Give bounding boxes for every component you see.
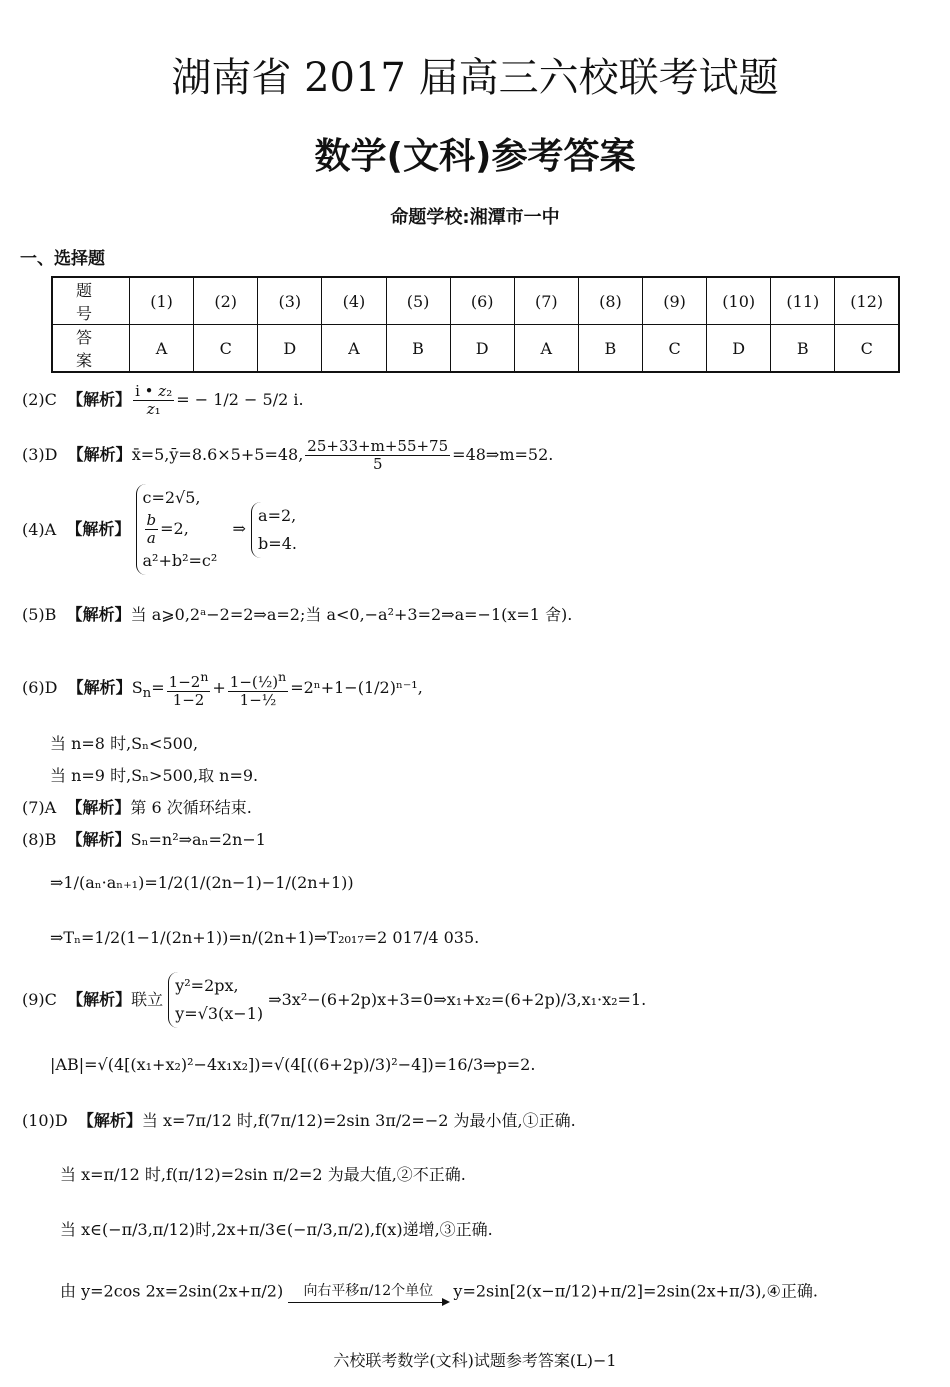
analysis-tag: 【解析】 — [67, 678, 132, 697]
q8-step-2: ⇒1/(aₙ·aₙ₊₁)=1/2(1/(2n−1)−1/(2n+1)) — [50, 873, 354, 892]
answer-row — [52, 325, 899, 373]
question-number: (5) — [386, 277, 450, 325]
system-line: b=4. — [258, 533, 297, 553]
equation: 当 a⩾0,2ᵃ−2=2⇒a=2;当 a<0,−a²+3=2⇒a=−1(x=1 舍). — [130, 605, 573, 624]
equation: =48⇒m=52. — [452, 445, 554, 464]
analysis-tag: 【解析】 — [66, 830, 131, 849]
question-label: (8)B — [22, 830, 57, 849]
analysis-tag: 【解析】 — [77, 1111, 142, 1130]
question-number: (1) — [130, 277, 194, 325]
answer-cell: A — [514, 325, 578, 373]
analysis-tag: 【解析】 — [67, 445, 132, 464]
question-number: (11) — [771, 277, 835, 325]
fraction: $\frac{b}{a}$ — [146, 511, 157, 547]
transform-arrow — [288, 1280, 448, 1303]
analysis-tag: 【解析】 — [66, 519, 131, 539]
solution-q7 — [22, 797, 252, 819]
solution-q5 — [22, 604, 572, 626]
question-label: (5)B — [22, 605, 57, 624]
equation-system — [136, 484, 218, 575]
equation: 联立 — [131, 990, 164, 1009]
q10-step-3: 当 x∈(−π/3,π/12)时,2x+π/3∈(−π/3,π/2),f(x)递增,③正确. — [60, 1220, 493, 1239]
fraction: $\frac{25+33+m+55+75}{5}$ — [307, 437, 449, 473]
answer-cell: A — [322, 325, 386, 373]
answer-cell: B — [578, 325, 642, 373]
question-number: (12) — [835, 277, 899, 325]
analysis-tag: 【解析】 — [67, 390, 132, 409]
equation: ⇒3x²−(6+2p)x+3=0⇒x₁+x₂=(6+2p)/3,x₁·x₂=1. — [268, 990, 647, 1009]
q9-step-2: |AB|=√(4[(x₁+x₂)²−4x₁x₂])=√(4[((6+2p)/3)²−4])=16/3⇒p=2. — [50, 1055, 536, 1074]
answer-cell: C — [194, 325, 258, 373]
equation: = − 1/2 − 5/2 i. — [176, 390, 304, 409]
solution-system — [251, 502, 297, 558]
question-number: (10) — [707, 277, 771, 325]
fraction: $\frac{\text{i • z₂}}{\text{z₁}}$ — [135, 382, 173, 418]
document-subtitle: 数学(文科)参考答案 — [314, 136, 636, 177]
row-label: 题 号 — [52, 277, 130, 325]
answer-cell: D — [258, 325, 322, 373]
question-number: (9) — [643, 277, 707, 325]
q8-step-3: ⇒Tₙ=1/2(1−1/(2n+1))=n/(2n+1)⇒T₂₀₁₇=2 017/4 035. — [50, 928, 480, 947]
page-footer: 六校联考数学(文科)试题参考答案(L)−1 — [333, 1351, 617, 1370]
solution-q4: (4)A 【解析】 c=2√5, $\frac{b}{a}$ =2, a²+b²=c² ⇒ a=2, b=4. — [22, 484, 297, 575]
question-number: (3) — [258, 277, 322, 325]
equation: x̄=5,ȳ=8.6×5+5=48, — [131, 445, 304, 464]
question-label: (4)A — [22, 519, 57, 539]
equation: y=2sin[2(x−π/12)+π/2]=2sin(2x+π/3),④正确. — [453, 1281, 818, 1301]
section-heading: 一、选择题 — [20, 249, 105, 269]
equation: 第 6 次循环结束. — [130, 798, 252, 817]
equation-system — [168, 972, 263, 1028]
system-line: =2, — [160, 519, 189, 538]
solution-q9 — [22, 972, 646, 1028]
q6-step-2: 当 n=9 时,Sₙ>500,取 n=9. — [50, 766, 259, 785]
question-number: (6) — [450, 277, 514, 325]
solution-q3 — [22, 438, 553, 473]
question-label: (2)C — [22, 390, 57, 409]
answer-cell: D — [707, 325, 771, 373]
question-label: (9)C — [22, 990, 57, 1009]
question-number: (8) — [578, 277, 642, 325]
question-label: (3)D — [22, 445, 58, 464]
question-label: (10)D — [22, 1111, 68, 1130]
answer-cell: B — [771, 325, 835, 373]
question-number: (4) — [322, 277, 386, 325]
solution-q10 — [22, 1110, 576, 1132]
arrow-label: 向右平移π/12个单位 — [303, 1283, 434, 1299]
solution-q8 — [22, 829, 266, 851]
equation: =2ⁿ+1−(1/2)ⁿ⁻¹, — [290, 678, 423, 697]
answer-cell: D — [450, 325, 514, 373]
q10-step-4 — [60, 1280, 818, 1303]
question-label: (7)A — [22, 798, 57, 817]
analysis-tag: 【解析】 — [67, 990, 132, 1009]
answer-cell: C — [835, 325, 899, 373]
author-school: 命题学校:湘潭市一中 — [390, 207, 560, 228]
system-line: a²+b²=c² — [142, 551, 218, 570]
answer-cell: B — [386, 325, 450, 373]
question-number: (7) — [514, 277, 578, 325]
solution-q6: (6)D 【解析】$S_n=$ $\frac{1-2^n}{1-2}$ + $\frac{1-(\frac{1}{2})^n}{\text{1−½}}$ =2ⁿ+1−(1/2)ⁿ⁻¹, — [22, 669, 423, 709]
document-title: 湖南省 2017 届高三六校联考试题 — [171, 55, 779, 101]
fraction: $\frac{1-(\frac{1}{2})^n}{\text{1−½}}$ — [229, 669, 287, 709]
equation: 由 y=2cos 2x=2sin(2x+π/2) — [60, 1281, 284, 1301]
system-line: a=2, — [258, 505, 297, 525]
right-arrow-icon — [288, 1302, 448, 1303]
system-line: y=√3(x−1) — [175, 1004, 264, 1023]
question-number-row — [52, 277, 899, 325]
answer-table — [51, 276, 900, 373]
answer-cell: A — [130, 325, 194, 373]
analysis-tag: 【解析】 — [66, 605, 131, 624]
equation: 当 x=7π/12 时,f(7π/12)=2sin 3π/2=−2 为最小值,①正确. — [141, 1111, 576, 1130]
equation: Sₙ=n²⇒aₙ=2n−1 — [130, 830, 266, 849]
row-label: 答 案 — [52, 325, 130, 373]
q6-step-1: 当 n=8 时,Sₙ<500, — [50, 734, 199, 753]
question-number: (2) — [194, 277, 258, 325]
question-label: (6)D — [22, 678, 58, 697]
answer-cell: C — [643, 325, 707, 373]
fraction: $\frac{1-2^n}{1-2}$ — [168, 669, 209, 709]
solution-q2 — [22, 383, 304, 418]
q10-step-2: 当 x=π/12 时,f(π/12)=2sin π/2=2 为最大值,②不正确. — [60, 1165, 466, 1184]
system-line: y²=2px, — [175, 976, 239, 995]
analysis-tag: 【解析】 — [66, 798, 131, 817]
system-line: c=2√5, — [142, 488, 201, 507]
